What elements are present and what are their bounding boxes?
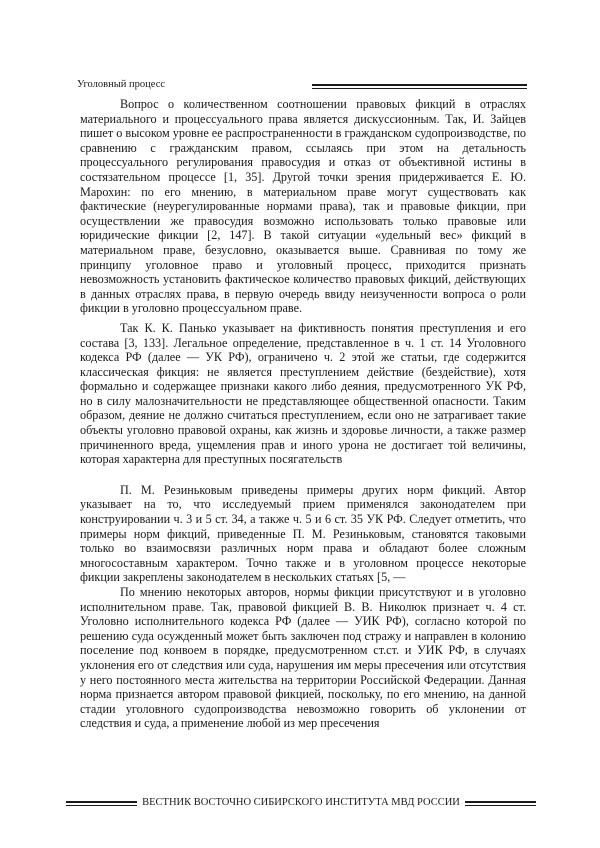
running-header-title: Уголовный процесс [77,79,166,90]
running-footer [66,797,536,809]
paragraph-3: П. М. Резиньковым приведены примеры других норм фикций. Автор указывает на то, что исследуемый прием применялся законодателем при конструировании ч. 3 и 5 ст. 34, а также ч. 5 и 6 ст. 35 УК РФ. Следует отметить, что примеры норм фикций, приведенные П. М. Резиньковым, становятся таковыми только во взаимосвязи различных норм права и обладают более сложным многосоставным характером. Точно также и в уголовном процессе некоторые фикции закреплены законодателем в нескольких статьях [5, — [80,482,526,585]
paragraph-4: По мнению некоторых авторов, нормы фикции присутствуют и в уголовно исполнительном праве. Так, правовой фикцией В. В. Николюк признает ч. 4 ст. Уголовно исполнительного кодекса РФ (далее — УИК РФ), согласно которой по решению суда осужденный может быть заключен под стражу и направлен в колонию поселение под конвоем в порядке, предусмотренном ст.ст. и УИК РФ, в случаях уклонения его от следствия или суда, нарушения им меры пресечения или отсутствия у него постоянного места жительства на территории Российской Федерации. Данная норма признается автором правовой фикцией, поскольку, по его мнению, на данной стадии уголовного судопроизводства невозможно говорить об уклонении от следствия и суда, а применение любой из мер пресечения [80,585,526,731]
paragraph-2: Так К. К. Панько указывает на фиктивность понятия преступления и его состава [3, 133]. Легальное определение, представленное в ч. 1 ст. 14 Уголовного кодекса РФ (далее — УК РФ), ограничено ч. 2 этой же статьи, где содержится классическая фикция: не является преступлением действие (бездействие), хотя формально и содержащее признаки какого либо деяния, предусмотренного УК РФ, но в силу малозначительности не представляющее общественной опасности. Таким образом, деяние не должно считаться преступлением, если оно не затрагивает такие объекты уголовно правовой охраны, как жизнь и здоровье личности, а также размер причиненного вреда, ущемления прав и иного урона не достигает той величины, которая характерна для преступных посягательств [80,320,526,467]
header-double-rule [312,84,527,89]
footer-rule-left [66,801,137,806]
paragraph-1: Вопрос о количественном соотношении правовых фикций в отраслях материального и процессуального права является дискуссионным. Так, И. Зайцев пишет о высоком уровне ее распространенности в гражданском судопроизводстве, по сравнению с гражданским правом, ссылаясь при этом на детальность процессуального регулирования правосудия и отказ от объективной истины в состязательном процессе [1, 35]. Другой точки зрения придерживается Е. Ю. Марохин: по его мнению, в материальном праве могут существовать как фактические (неурегулированные нормами права), так и правовые фикции, при осуществлении же правосудия возможно использовать только правовые или юридические фикции [2, 147]. В такой ситуации «удельный вес» фикций в материальном праве, безусловно, оказывается выше. Сравнивая по тому же принципу уголовное право и уголовный процесс, приходится признать невозможность установить фактическое количество правовых фикций, действующих в данных отраслях права, в первую очередь ввиду неизученности вопроса о роли фикции в уголовно процессуальном праве. [80,97,526,316]
journal-title: ВЕСТНИК ВОСТОЧНО СИБИРСКОГО ИНСТИТУТА МВД РОССИИ [142,797,460,808]
footer-rule-right [465,801,536,806]
article-body [80,97,526,731]
